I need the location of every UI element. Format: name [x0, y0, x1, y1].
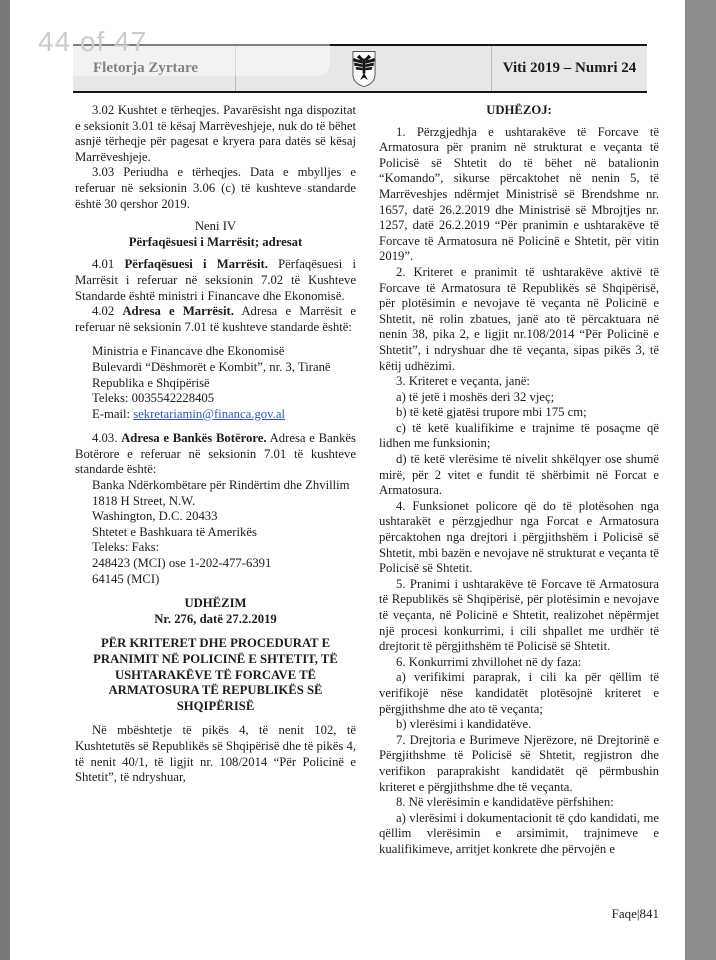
address-line: Bulevardi “Dëshmorët e Kombit”, nr. 3, Tiranë [92, 359, 331, 374]
instruction-type-heading: UDHËZIM [184, 596, 247, 611]
section-text: Adresa e Bankës Botërore e referuar në seksionin 7.01 të kushteve standarde është: [75, 431, 356, 477]
operative-heading: UDHËZOJ: [486, 103, 552, 117]
address-line: Banka Ndërkombëtare për Rindërtim dhe Zhvillim [92, 478, 350, 493]
paragraph-8: 8. Në vlerësimin e kandidatëve përfshihen: [396, 795, 614, 810]
section-title: Adresa e Marrësit. [122, 304, 234, 319]
paragraph-4: 4. Funksionet policore që do të plotësohen nga ushtarakët e përzgjedhur nga Forcat e Armatosura përcaktohen nga drejtori i përgjithshëm i Policisë së Shtetit, mbi bazën e nevojave në strukturat e veçanta të Policisë së Shtetit. [379, 498, 659, 576]
list-item-a: a) të jetë i moshës deri 32 vjeç; [396, 389, 555, 404]
paragraph-5: 5. Pranimi i ushtarakëve të Forcave të Armatosura të Republikës së Shqipërisë, për plotësimin e nevojave të veçanta, në Policinë e Shtetit, realizohet nëpërmjet një procesi konkurrimi, i cili shpallet me urdhër të drejtorit të përgjithshëm të Policisë së Shtetit. [379, 576, 659, 654]
address-line: Teleks: 0035542228405 [92, 391, 215, 406]
page-counter-watermark: 44 of 47 [38, 26, 148, 57]
instruction-title: PËR KRITERET DHE PROCEDURAT E PRANIMIT NË POLICINË E SHTETIT, TË USHTARAKËVE TË FORCAVE TË ARMATOSURA TË REPUBLIKËS SË SHQIPËRISË [93, 636, 338, 713]
left-column [75, 103, 356, 786]
list-item-b: b) të ketë gjatësi trupore mbi 175 cm; [396, 405, 587, 420]
list-item-b: b) vlerësimi i kandidatëve. [396, 717, 532, 732]
section-number: 4.03. [92, 431, 122, 446]
address-line: Ministria e Financave dhe Ekonomisë [92, 344, 285, 359]
section-text: Përfaqësuesi i Marrësit i referuar në seksionin 7.02 të Kushteve Standarde është ministri i Financave dhe Ekonomisë. [75, 257, 356, 303]
list-item-a: a) vlerësimi i dokumentacionit të çdo kandidati, me qëllim vlerësimin e arsimimit, trajnimeve e kualifikimeve, arritjet konkrete dhe përvojën e [379, 810, 659, 856]
paragraph-2: 2. Kriteret e pranimit të ushtarakëve aktivë të Forcave të Armatosura të Republikës së Shqipërisë, për plotësimin e nevojave të veçanta në Policinë e Shtetit, në rolin zbatues, janë ato të përcaktuara në nenin 38, pika 2, e ligjit nr.108/2014 “Për Policinë e Shtetit”, i ndryshuar dhe të veçanta, sipas pikës 3, të këtij udhëzimi. [379, 264, 659, 373]
section-number: 4.01 [92, 257, 125, 272]
list-item-c: c) të ketë kualifikime e trajnime të posaçme që lidhen me funksionin; [379, 420, 659, 451]
section-number: 4.02 [92, 304, 123, 319]
section-text: Adresa e Marrësit e referuar në seksionin 7.01 të kushteve standarde është: [75, 304, 356, 334]
article-number: Neni IV [194, 219, 237, 234]
address-line: 64145 (MCI) [92, 571, 160, 586]
address-line: Shtetet e Bashkuara të Amerikës [92, 524, 257, 539]
address-line: 1818 H Street, N.W. [92, 493, 196, 508]
list-item-a: a) verifikimi paraprak, i cili ka për qëllim të verifikojë nëse kandidatët plotësojnë kriteret e përgjithshme dhe ato të veçanta; [379, 670, 659, 716]
paragraph-3-03: 3.03 Periudha e tërheqjes. Data e mbylljes e referuar në seksionin 3.06 (c) të kushteve standarde është 30 qershor 2019. [75, 165, 356, 211]
issue-label: Viti 2019 – Numri 24 [502, 60, 637, 76]
page-number-footer: Faqe|841 [611, 906, 659, 921]
paragraph-3: 3. Kriteret e veçanta, janë: [396, 374, 530, 389]
address-line: Republika e Shqipërisë [92, 375, 210, 390]
paragraph-4-03 [75, 431, 356, 478]
address-line: Teleks: Faks: [92, 540, 160, 555]
gazette-header-issue-cell [492, 46, 647, 91]
paragraph-1: 1. Përzgjedhja e ushtarakëve të Forcave të Armatosura për pranim në strukturat e veçanta të Policisë së Shtetit do të bëhet në batalionin “Komando”, sikurse përcaktohet në nenin 5, të Marrëveshjes ndërmjet Ministrisë së Brendshme nr. 1657, datë 26.2.2019 dhe Ministrisë së Mbrojtjes nr. 1257, datë 26.2.2019 “Për pranimin e ushtarakëve të Forcave të Armatosura në Policinë e Shtetit, për vitin 2019”. [379, 124, 659, 264]
paragraph-7: 7. Drejtoria e Burimeve Njerëzore, në Drejtorinë e Përgjithshme të Policisë së Shtetit, regjistron dhe verifikon paraprakisht kandidatët që përmbushin kriteret e përgjithshme dhe të veçanta. [379, 732, 659, 794]
albanian-eagle-icon [351, 49, 377, 89]
email-link[interactable]: sekretariamin@financa.gov.al [133, 406, 286, 421]
paragraph-4-02 [75, 304, 356, 335]
address-line: Washington, D.C. 20433 [92, 509, 218, 524]
right-column [379, 103, 659, 858]
section-title: Përfaqësuesi i Marrësit. [124, 257, 268, 272]
page-edge-right [685, 0, 716, 960]
paragraph-6: 6. Konkurrimi zhvillohet në dy faza: [396, 654, 582, 669]
page-edge-left [0, 0, 10, 960]
address-line: 248423 (MCI) ose 1-202-477-6391 [92, 556, 272, 571]
paragraph-4-01 [75, 257, 356, 304]
section-title: Adresa e Bankës Botërore. [121, 431, 267, 446]
journal-title: Fletorja Zyrtare [93, 60, 199, 76]
list-item-d: d) të ketë vlerësime të nivelit shkëlqyer ose shumë mirë, për 2 vitet e fundit të shërbimit në Forcat e Armatosura. [379, 452, 659, 498]
email-line [75, 407, 356, 423]
paragraph-3-02: 3.02 Kushtet e tërheqjes. Pavarësisht nga dispozitat e seksionit 3.01 të kësaj Marrëveshjeje, nuk do të bëhet asnjë tërheqje për pagesat e kryera para datës së kësaj Marrëveshjeje. [75, 103, 356, 164]
email-label: E-mail: [92, 406, 134, 421]
preamble: Në mbështetje të pikës 4, të nenit 102, të Kushtetutës së Republikës së Shqipërisë dhe të pikës 4, të nenit 40/1, të ligjit nr. 108/2014 “Për Policinë e Shtetit”, të ndryshuar, [75, 723, 356, 785]
instruction-number: Nr. 276, datë 27.2.2019 [154, 611, 277, 626]
article-heading: Përfaqësuesi i Marrësit; adresat [128, 234, 303, 249]
